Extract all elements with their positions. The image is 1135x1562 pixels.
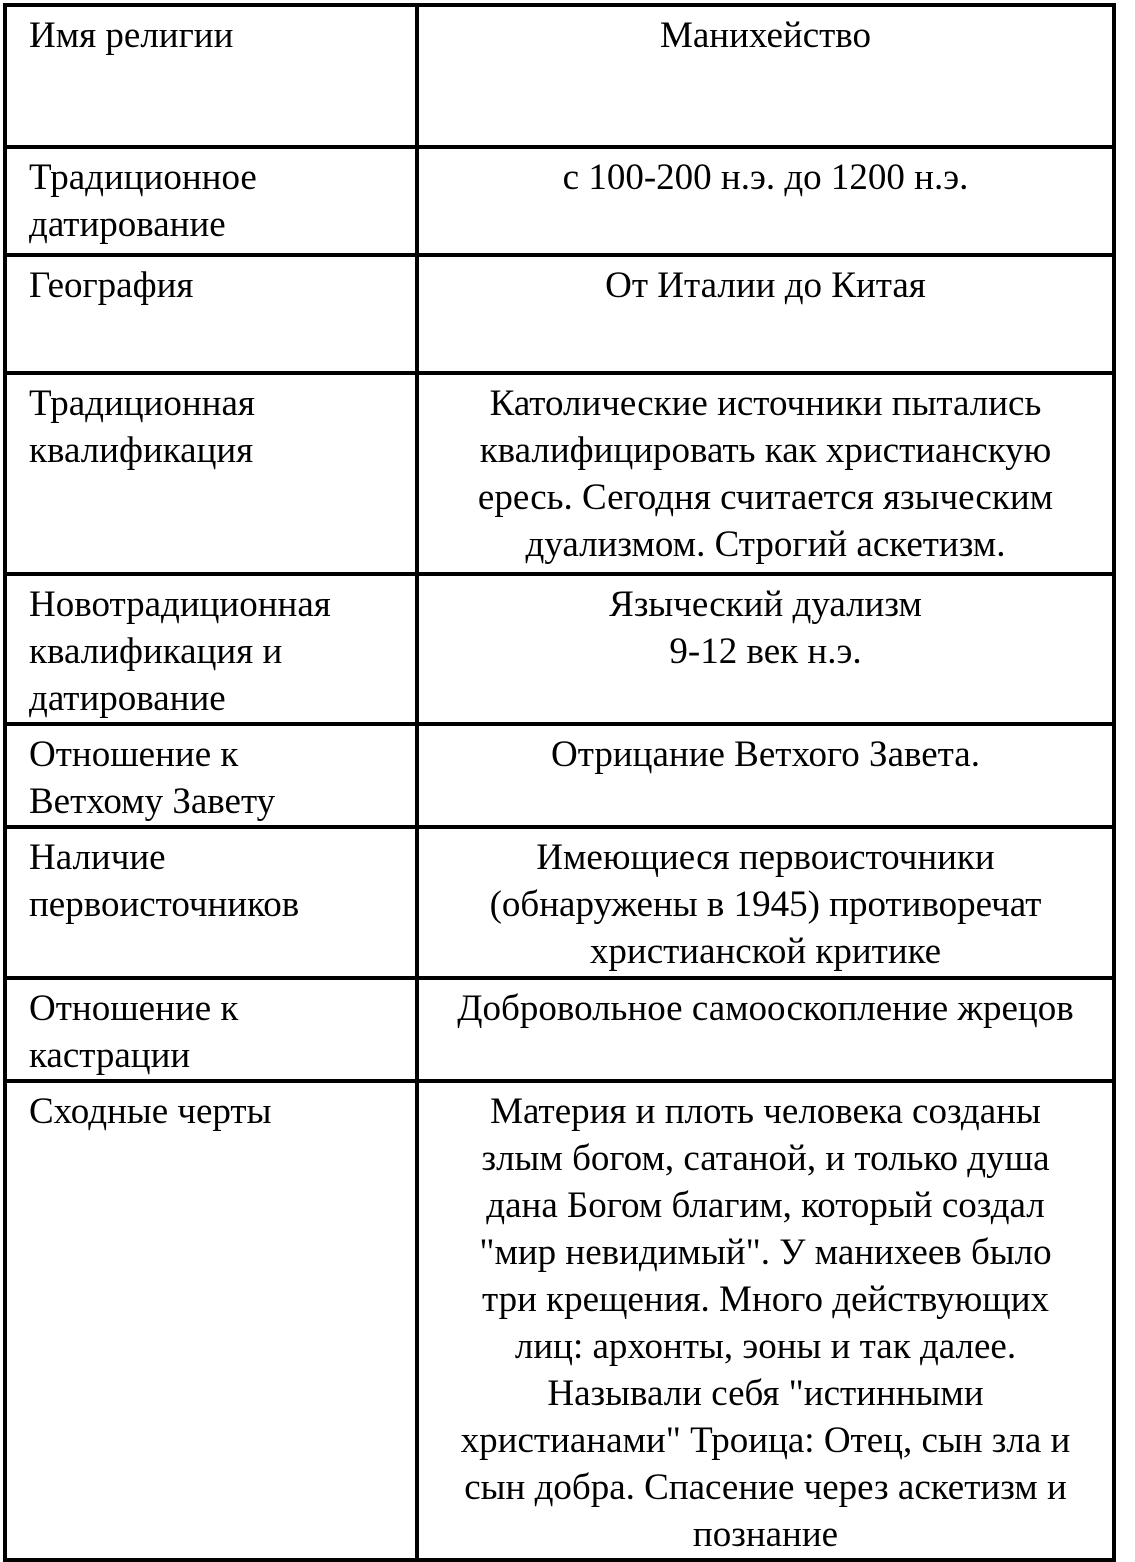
- row-value: Католические источники пытались квалифицировать как христианскую ересь. Сегодня считается языческим дуализмом. Строгий аскетизм.: [417, 373, 1114, 574]
- table-row-new-traditional-qualification: [5, 574, 1114, 724]
- row-value: Языческий дуализм 9-12 век н.э.: [417, 574, 1114, 724]
- row-label: Отношение к Ветхому Завету: [5, 724, 417, 827]
- religion-comparison-table: [3, 3, 1116, 1562]
- table-row-castration: [5, 978, 1114, 1081]
- row-value: Материя и плоть человека созданы злым богом, сатаной, и только душа дана Богом благим, который создал "мир невидимый". У манихеев было три крещения. Много действующих лиц: архонты, эоны и так далее. Называли себя "истинными христианами" Троица: Отец, сын зла и сын добра. Спасение через аскетизм и познание: [417, 1081, 1114, 1560]
- row-label: Традиционная квалификация: [5, 373, 417, 574]
- row-label: География: [5, 255, 417, 373]
- table-row-primary-sources: [5, 827, 1114, 978]
- row-label: Имя религии: [5, 5, 417, 147]
- row-value: Отрицание Ветхого Завета.: [417, 724, 1114, 827]
- table-row-geography: [5, 255, 1114, 373]
- table-row-religion-name: [5, 5, 1114, 147]
- row-label: Сходные черты: [5, 1081, 417, 1560]
- row-value: с 100-200 н.э. до 1200 н.э.: [417, 147, 1114, 255]
- row-value: Манихейство: [417, 5, 1114, 147]
- row-value: От Италии до Китая: [417, 255, 1114, 373]
- table-row-old-testament: [5, 724, 1114, 827]
- row-label: Традиционное датирование: [5, 147, 417, 255]
- table-row-similar-features: [5, 1081, 1114, 1560]
- row-label: Отношение к кастрации: [5, 978, 417, 1081]
- row-value: Добровольное самооскопление жрецов: [417, 978, 1114, 1081]
- table-row-traditional-qualification: [5, 373, 1114, 574]
- row-label: Наличие первоисточников: [5, 827, 417, 978]
- row-label: Новотрадиционная квалификация и датирование: [5, 574, 417, 724]
- row-value: Имеющиеся первоисточники (обнаружены в 1945) противоречат христианской критике: [417, 827, 1114, 978]
- table-row-traditional-dating: [5, 147, 1114, 255]
